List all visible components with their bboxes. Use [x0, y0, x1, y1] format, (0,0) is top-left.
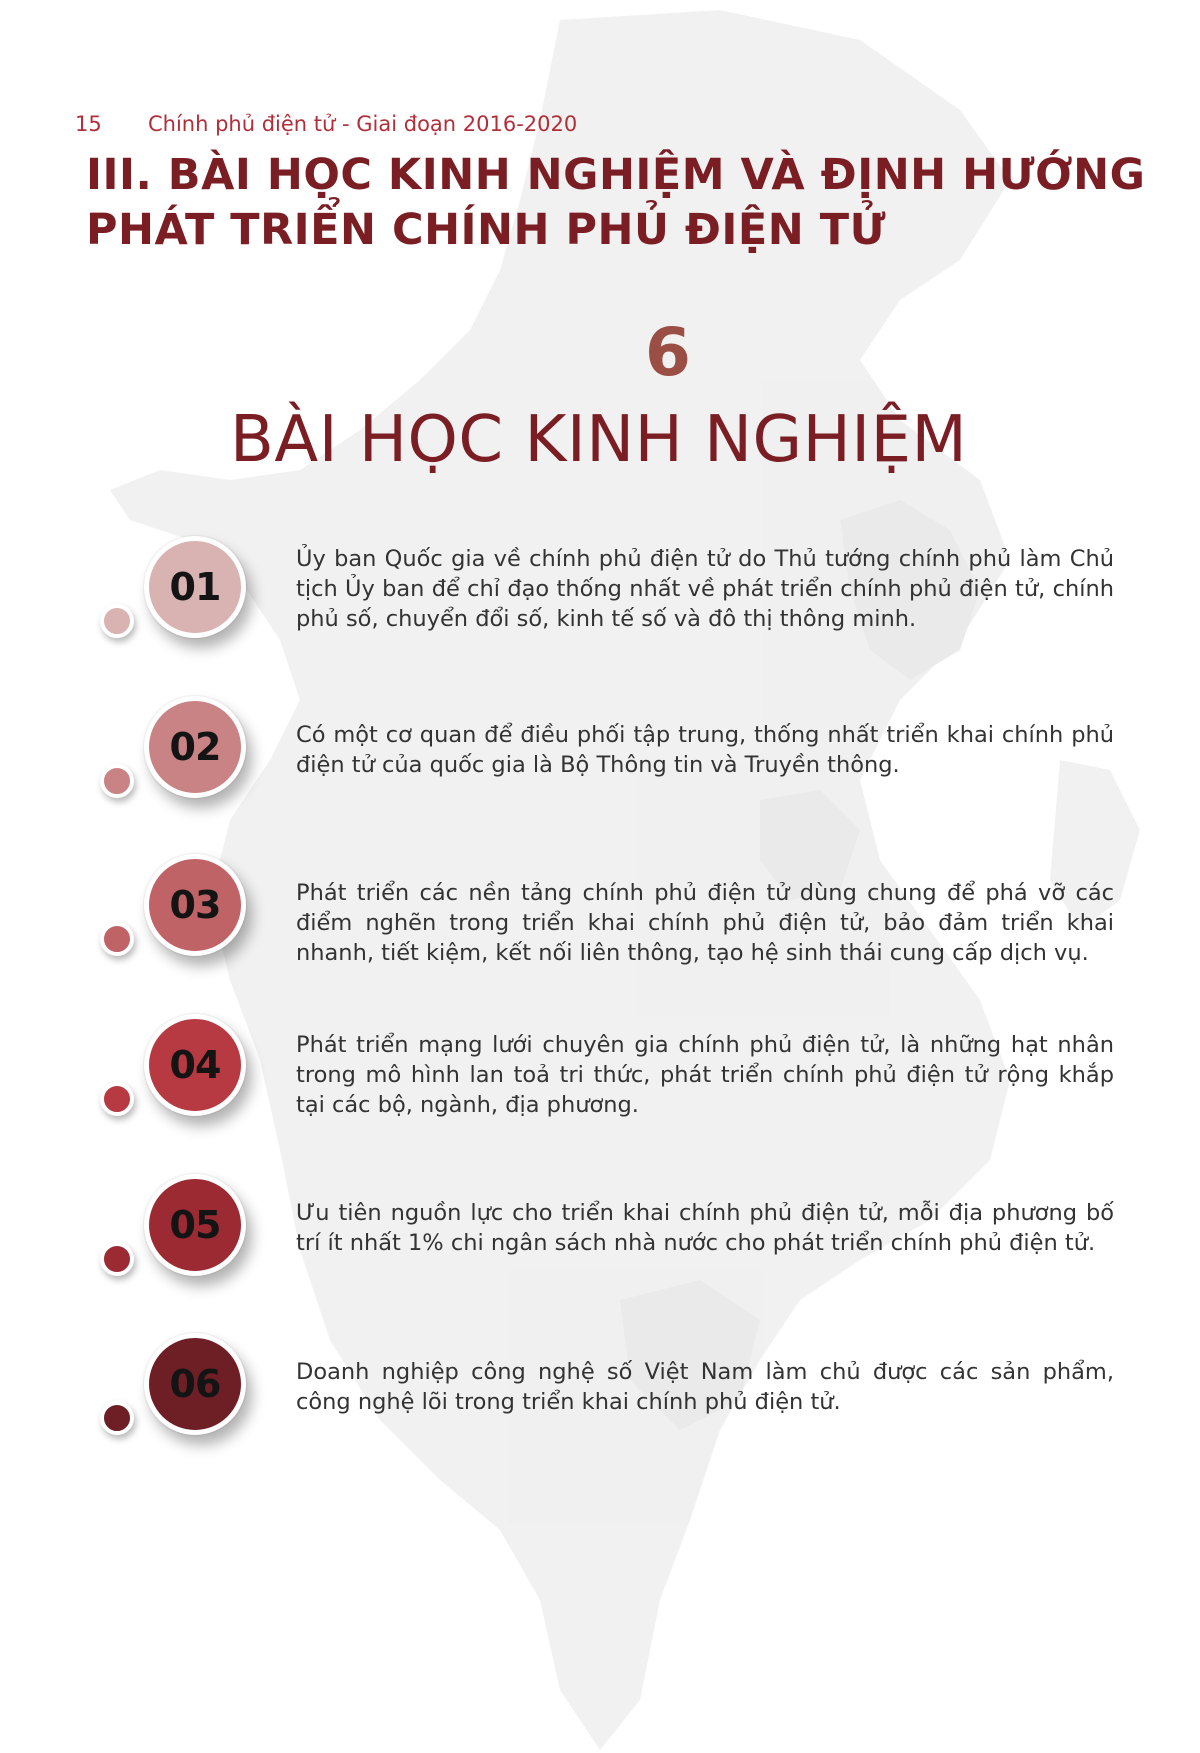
lesson-number: 06 — [169, 1362, 221, 1406]
lesson-number: 03 — [169, 883, 221, 927]
lesson-number-badge — [144, 696, 246, 798]
lesson-text: Có một cơ quan để điều phối tập trung, thống nhất triển khai chính phủ điện tử của quốc gia là Bộ Thông tin và Truyền thông. — [296, 722, 1114, 778]
lesson-number-badge — [144, 1174, 246, 1276]
lesson-text: Ủy ban Quốc gia về chính phủ điện tử do Thủ tướng chính phủ làm Chủ tịch Ủy ban để chỉ đạo thống nhất về phát triển chính phủ điện tử, chính phủ số, chuyển đổi số, kinh tế số và đô thị thông minh. — [296, 546, 1114, 632]
running-header — [75, 112, 577, 136]
lesson-number-badge — [144, 854, 246, 956]
lessons-heading: BÀI HỌC KINH NGHIỆM — [230, 403, 968, 477]
section-title: III. BÀI HỌC KINH NGHIỆM VÀ ĐỊNH HƯỚNG PHÁT TRIỂN CHÍNH PHỦ ĐIỆN TỬ — [86, 150, 1146, 255]
lesson-text: Phát triển mạng lưới chuyên gia chính phủ điện tử, là những hạt nhân trong mô hình lan toả tri thức, phát triển chính phủ điện tử rộng khắp tại các bộ, ngành, địa phương. — [296, 1032, 1114, 1118]
lesson-number-badge — [144, 536, 246, 638]
lesson-marker-dot — [100, 1242, 134, 1276]
lesson-item-02 — [0, 690, 1200, 840]
lesson-item-06 — [0, 1327, 1200, 1477]
lesson-item-04 — [0, 1008, 1200, 1158]
lesson-item-03 — [0, 848, 1200, 998]
lesson-text: Phát triển các nền tảng chính phủ điện tử dùng chung để phá vỡ các điểm nghẽn trong triển khai chính phủ điện tử, bảo đảm triển khai nhanh, tiết kiệm, kết nối liên thông, tạo hệ sinh thái cung cấp dịch vụ. — [296, 880, 1114, 966]
lesson-count: 6 — [645, 314, 691, 391]
lesson-number: 05 — [169, 1203, 221, 1247]
lesson-marker-dot — [100, 1082, 134, 1116]
lesson-number: 04 — [169, 1043, 221, 1087]
page-number: 15 — [75, 112, 102, 136]
lesson-marker-dot — [100, 764, 134, 798]
lesson-text: Doanh nghiệp công nghệ số Việt Nam làm chủ được các sản phẩm, công nghệ lõi trong triển khai chính phủ điện tử. — [296, 1359, 1114, 1415]
lesson-marker-dot — [100, 604, 134, 638]
lesson-number-badge — [144, 1333, 246, 1435]
lesson-number: 02 — [169, 725, 221, 769]
lesson-marker-dot — [100, 922, 134, 956]
lesson-text: Ưu tiên nguồn lực cho triển khai chính phủ điện tử, mỗi địa phương bố trí ít nhất 1% chi ngân sách nhà nước cho phát triển chính phủ điện tử. — [296, 1200, 1114, 1256]
lesson-item-01 — [0, 530, 1200, 680]
lesson-item-05 — [0, 1168, 1200, 1318]
running-title: Chính phủ điện tử - Giai đoạn 2016-2020 — [148, 112, 578, 136]
lesson-number: 01 — [169, 565, 221, 609]
lesson-marker-dot — [100, 1401, 134, 1435]
lesson-number-badge — [144, 1014, 246, 1116]
